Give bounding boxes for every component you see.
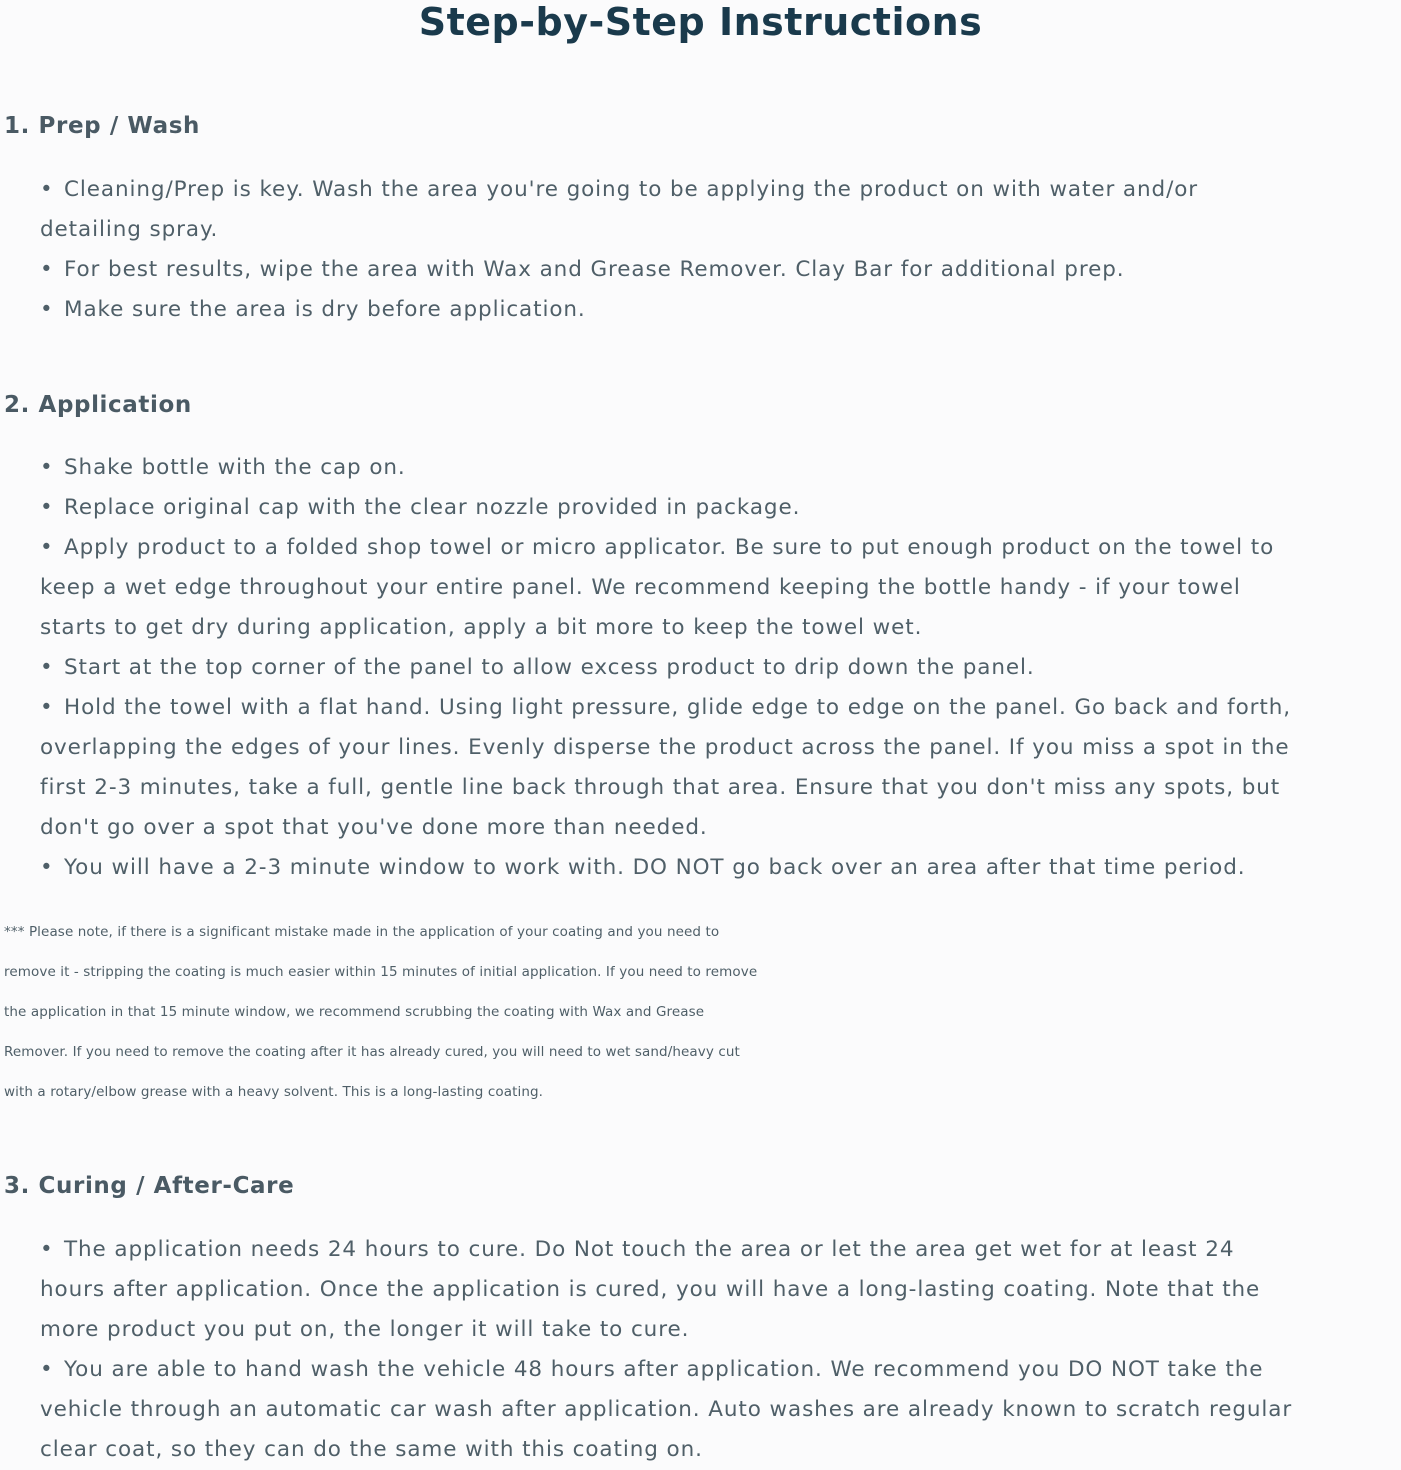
note-line: with a rotary/elbow grease with a heavy solvent. This is a long-lasting coating. <box>4 1084 544 1100</box>
item-text: Make sure the area is dry before application. <box>64 297 586 322</box>
item-text: Replace original cap with the clear nozzle provided in package. <box>64 495 801 520</box>
list-item <box>40 170 1398 250</box>
section-heading-application: 2. Application <box>4 392 192 418</box>
section-heading-prep-wash: 1. Prep / Wash <box>4 113 200 139</box>
page-title: Step-by-Step Instructions <box>418 0 983 44</box>
item-text: Cleaning/Prep is key. Wash the area you're going to be applying the product on with water and/or <box>64 177 1199 202</box>
section-heading-curing-after-care: 3. Curing / After-Care <box>4 1173 295 1199</box>
item-text: don't go over a spot that you've done more than needed. <box>40 815 708 840</box>
item-text: clear coat, so they can do the same with this coating on. <box>40 1437 703 1462</box>
item-text: keep a wet edge throughout your entire panel. We recommend keeping the bottle handy - if your towel <box>40 575 1241 600</box>
list-item <box>40 1350 1398 1470</box>
note-line: the application in that 15 minute window, we recommend scrubbing the coating with Wax and Grease <box>4 1004 705 1020</box>
list-item <box>40 848 1398 888</box>
item-text: For best results, wipe the area with Wax and Grease Remover. Clay Bar for additional prep. <box>64 257 1125 282</box>
note-line: Remover. If you need to remove the coating after it has already cured, you will need to wet sand/heavy cut <box>4 1044 740 1060</box>
bullet-icon: • <box>40 297 54 322</box>
item-text: You are able to hand wash the vehicle 48 hours after application. We recommend you DO NOT take the <box>64 1357 1264 1382</box>
item-text: Hold the towel with a flat hand. Using light pressure, glide edge to edge on the panel. Go back and forth, <box>64 695 1291 720</box>
bullet-icon: • <box>40 535 54 560</box>
item-text: detailing spray. <box>40 217 219 242</box>
item-text: Start at the top corner of the panel to allow excess product to drip down the panel. <box>64 655 1035 680</box>
list-item <box>40 250 1398 290</box>
list-item <box>40 488 1398 528</box>
section-list-prep-wash <box>40 170 1398 330</box>
list-item <box>40 688 1398 848</box>
item-text: You will have a 2-3 minute window to work with. DO NOT go back over an area after that time period. <box>64 855 1246 880</box>
item-text: vehicle through an automatic car wash after application. Auto washes are already known to scratch regular <box>40 1397 1293 1422</box>
list-item <box>40 290 1398 330</box>
item-text: Shake bottle with the cap on. <box>64 455 406 480</box>
item-text: The application needs 24 hours to cure. Do Not touch the area or let the area get wet for at least 24 <box>64 1237 1235 1262</box>
item-text: overlapping the edges of your lines. Evenly disperse the product across the panel. If you miss a spot in the <box>40 735 1290 760</box>
bullet-icon: • <box>40 1357 54 1382</box>
item-text: hours after application. Once the application is cured, you will have a long-lasting coating. Note that the <box>40 1277 1261 1302</box>
item-text: Apply product to a folded shop towel or micro applicator. Be sure to put enough product on the towel to <box>64 535 1275 560</box>
bullet-icon: • <box>40 1237 54 1262</box>
note-paragraph <box>4 912 1400 1112</box>
item-text: more product you put on, the longer it will take to cure. <box>40 1317 690 1342</box>
item-text: first 2-3 minutes, take a full, gentle line back through that area. Ensure that you don't miss any spots, but <box>40 775 1281 800</box>
list-item <box>40 448 1398 488</box>
bullet-icon: • <box>40 177 54 202</box>
note-line: *** Please note, if there is a significant mistake made in the application of your coating and you need to <box>4 924 720 940</box>
note-line: remove it - stripping the coating is much easier within 15 minutes of initial application. If you need to remove <box>4 964 758 980</box>
section-list-curing-after-care <box>40 1230 1398 1470</box>
list-item <box>40 528 1398 648</box>
list-item <box>40 1230 1398 1350</box>
bullet-icon: • <box>40 655 54 680</box>
bullet-icon: • <box>40 495 54 520</box>
bullet-icon: • <box>40 455 54 480</box>
bullet-icon: • <box>40 695 54 720</box>
section-list-application <box>40 448 1398 888</box>
bullet-icon: • <box>40 257 54 282</box>
list-item <box>40 648 1398 688</box>
bullet-icon: • <box>40 855 54 880</box>
item-text: starts to get dry during application, apply a bit more to keep the towel wet. <box>40 615 923 640</box>
